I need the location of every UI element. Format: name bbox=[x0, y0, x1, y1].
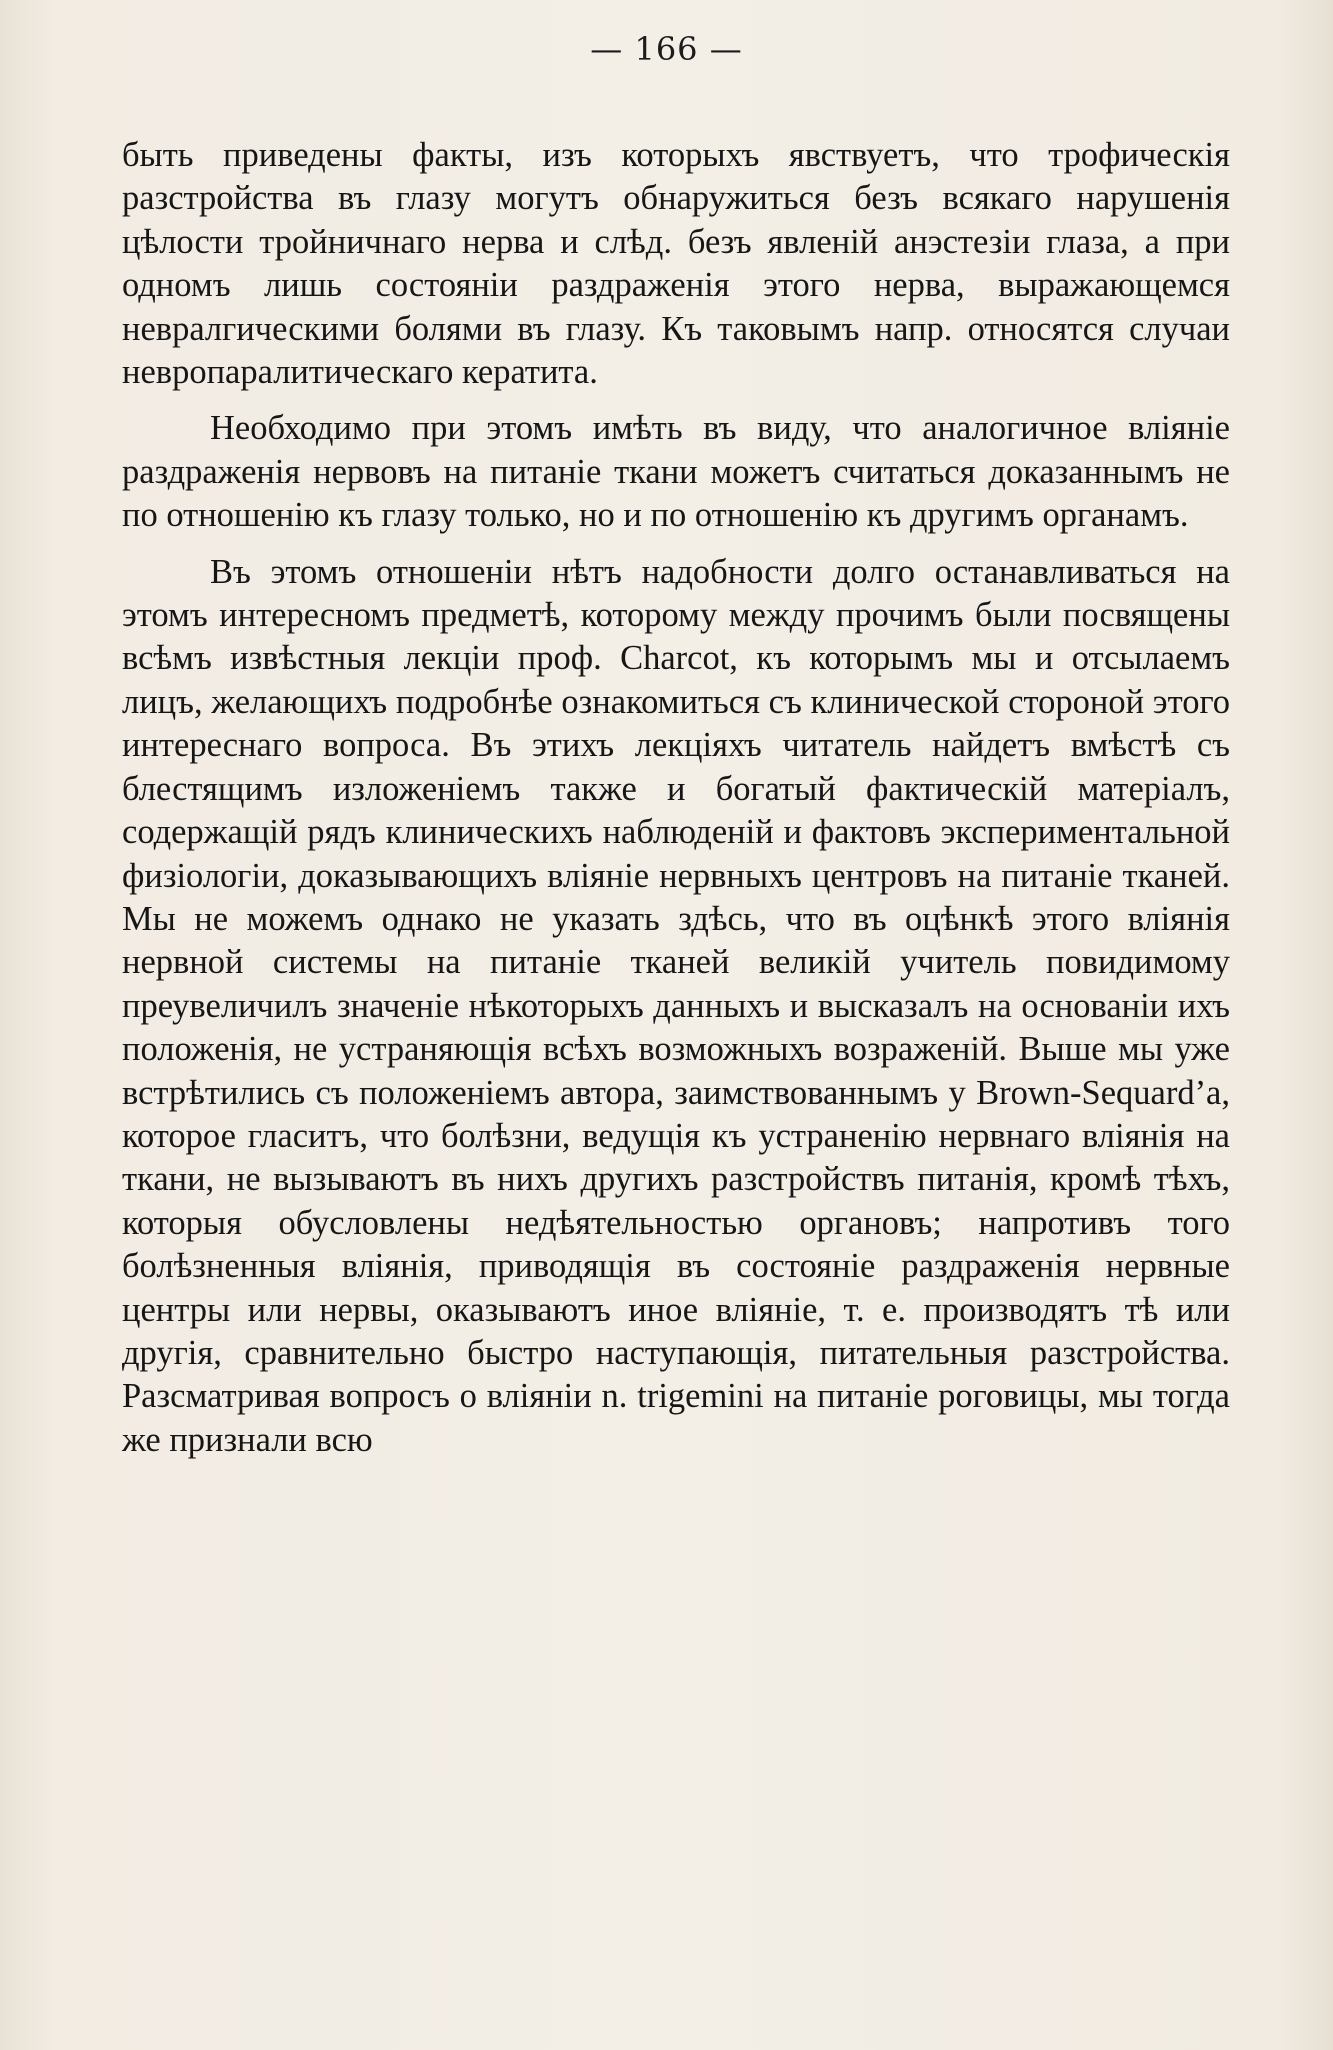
paragraph-3: Въ этомъ отношеніи нѣтъ надобности долго останавливаться на этомъ интересномъ предметѣ, которому между прочимъ были посвящены всѣмъ извѣстныя лекціи проф. Charcot, къ которымъ мы и отсылаемъ лицъ, желающихъ подробнѣе ознакомиться съ клинической стороной этого интереснаго вопроса. Въ этихъ лекціяхъ читатель найдетъ вмѣстѣ съ блестящимъ изложеніемъ также и богатый фактическій матеріалъ, содержащій рядъ клиническихъ наблюденій и фактовъ экспериментальной физіологіи, доказывающихъ вліяніе нервныхъ центровъ на питаніе тканей. Мы не можемъ однако не указать здѣсь, что въ оцѣнкѣ этого вліянія нервной системы на питаніе тканей великій учитель повидимому преувеличилъ значеніе нѣкоторыхъ данныхъ и высказалъ на основаніи ихъ положенія, не устраняющія всѣхъ возможныхъ возраженій. Выше мы уже встрѣтились съ положеніемъ автора, заимствованнымъ у Brown-Sequard’a, которое гласитъ, что болѣзни, ведущія къ устраненію нервнаго вліянія на ткани, не вызываютъ въ нихъ другихъ разстройствъ питанія, кромѣ тѣхъ, которыя обусловлены недѣятельностью органовъ; напротивъ того болѣзненныя вліянія, приводящія въ состояніе раздраженія нервные центры или нервы, оказываютъ иное вліяніе, т. е. производятъ тѣ или другія, сравнительно быстро наступающія, питательныя разстройства. Разсматривая вопросъ о вліяніи n. trigemini на питаніе роговицы, мы тогда же признали всю bbox=[122, 552, 1230, 1459]
body-text bbox=[122, 134, 1230, 1462]
page-number: — 166 — bbox=[590, 30, 743, 68]
paragraph-1: быть приведены факты, изъ которыхъ явствуетъ, что трофическія разстройства въ глазу могутъ обнаружиться безъ всякаго нарушенія цѣлости тройничнаго нерва и слѣд. безъ явленій анэстезіи глаза, а при одномъ лишь состояніи раздраженія этого нерва, выражающемся невралгическими болями въ глазу. Къ таковымъ напр. относятся случаи невропаралитическаго кератита. bbox=[122, 136, 1230, 392]
paragraph-2: Необходимо при этомъ имѣть въ виду, что аналогичное вліяніе раздраженія нервовъ на питаніе ткани можетъ считаться доказаннымъ не по отношенію къ глазу только, но и по отношенію къ другимъ органамъ. bbox=[122, 409, 1230, 535]
